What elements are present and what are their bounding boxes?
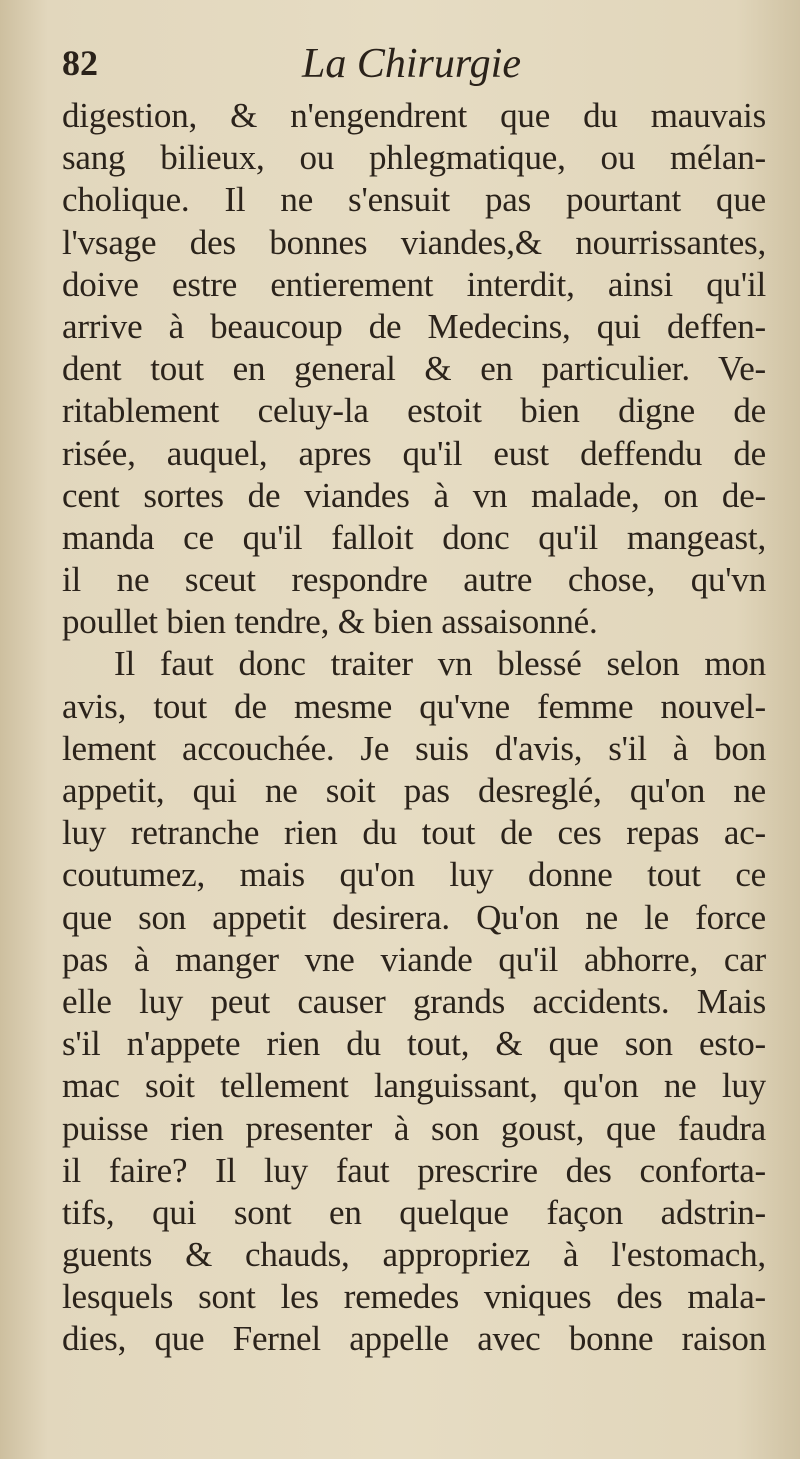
text-line: manda ce qu'il falloit donc qu'il mangeast, bbox=[62, 517, 766, 557]
text-line: dies, que Fernel appelle avec bonne raison bbox=[62, 1319, 766, 1359]
text-line: guents & chauds, appropriez à l'estomach, bbox=[62, 1235, 766, 1275]
text-line: l'vsage des bonnes viandes,& nourrissantes, bbox=[62, 222, 766, 262]
text-line: lement accouchée. Je suis d'avis, s'il à bon bbox=[62, 728, 766, 768]
text-line: coutumez, mais qu'on luy donne tout ce bbox=[62, 855, 766, 895]
text-line: sang bilieux, ou phlegmatique, ou mélan- bbox=[62, 138, 766, 178]
text-line: mac soit tellement languissant, qu'on ne luy bbox=[62, 1066, 766, 1106]
text-line: cholique. Il ne s'ensuit pas pourtant que bbox=[62, 180, 766, 220]
text-line: risée, auquel, apres qu'il eust deffendu de bbox=[62, 433, 766, 473]
text-line: il faire? Il luy faut prescrire des conforta- bbox=[62, 1150, 766, 1190]
text-line: pas à manger vne viande qu'il abhorre, car bbox=[62, 939, 766, 979]
text-line: poullet bien tendre, & bien assaisonné. bbox=[62, 602, 598, 642]
text-line: que son appetit desirera. Qu'on ne le force bbox=[62, 897, 766, 937]
text-line: appetit, qui ne soit pas desreglé, qu'on ne bbox=[62, 771, 766, 810]
text-line: tifs, qui sont en quelque façon adstrin- bbox=[62, 1192, 766, 1232]
text-line: dent tout en general & en particulier. Ve- bbox=[62, 349, 766, 389]
text-line: il ne sceut respondre autre chose, qu'vn bbox=[62, 560, 766, 600]
text-line: puisse rien presenter à son goust, que faudra bbox=[62, 1108, 766, 1148]
text-line: Il faut donc traiter vn blessé selon mon bbox=[114, 644, 766, 684]
running-title: La Chirurgie bbox=[302, 41, 521, 87]
text-line: arrive à beaucoup de Medecins, qui deffen- bbox=[62, 306, 766, 346]
text-line: doive estre entierement interdit, ainsi qu'il bbox=[62, 264, 766, 304]
text-line: luy retranche rien du tout de ces repas ac- bbox=[62, 813, 766, 853]
text-line: elle luy peut causer grands accidents. Mais bbox=[62, 981, 766, 1021]
text-line: digestion, & n'engendrent que du mauvais bbox=[62, 96, 766, 135]
page-header bbox=[62, 42, 762, 98]
page-number: 82 bbox=[62, 43, 98, 83]
body-text bbox=[62, 95, 766, 1361]
text-line: s'il n'appete rien du tout, & que son esto- bbox=[62, 1024, 766, 1064]
text-line: lesquels sont les remedes vniques des mala- bbox=[62, 1277, 766, 1317]
text-line: cent sortes de viandes à vn malade, on de- bbox=[62, 475, 766, 515]
text-line: avis, tout de mesme qu'vne femme nouvel- bbox=[62, 686, 766, 726]
text-line: ritablement celuy-la estoit bien digne de bbox=[62, 391, 766, 431]
